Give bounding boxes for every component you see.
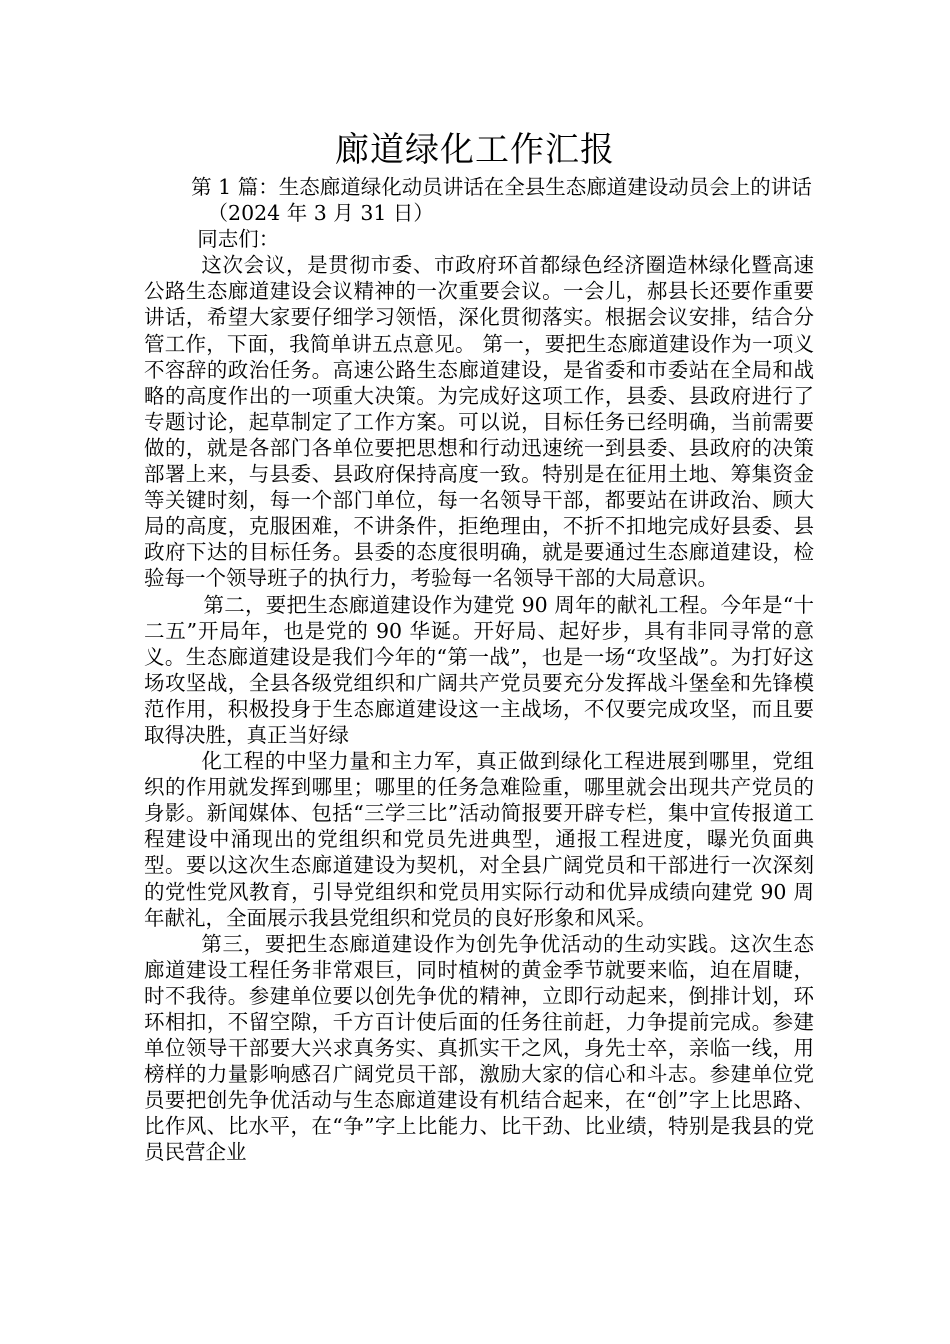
document-body: [144, 174, 814, 1166]
paragraph: 第二，要把生态廊道建设作为建党 90 周年的献礼工程。今年是“十二五”开局年，也是党的 90 华诞。开好局、起好步，具有非同寻常的意义。生态廊道建设是我们今年的“第一战”，也是一场“攻坚战”。为打好这场攻坚战，全县各级党组织和广阔共产党员要充分发挥战斗堡垒和先锋模范作用，积极投身于生态廊道建设这一主战场，不仅要完成攻坚，而且要取得决胜，真正当好绿: [144, 592, 814, 747]
salutation: 同志们：: [197, 227, 280, 252]
document-subtitle: 第 1 篇：生态廊道绿化动员讲话在全县生态廊道建设动员会上的讲话: [191, 175, 812, 199]
paragraph: 第三，要把生态廊道建设作为创先争优活动的生动实践。这次生态廊道建设工程任务非常艰巨，同时植树的黄金季节就要来临，迫在眉睫，时不我待。参建单位要以创先争优的精神，立即行动起来，倒排计划，环环相扣，不留空隙，千方百计使后面的任务往前赶，力争提前完成。参建单位领导干部要大兴求真务实、真抓实干之风，身先士卒，亲临一线，用榜样的力量影响感召广阔党员干部，激励大家的信心和斗志。参建单位党员要把创先争优活动与生态廊道建设有机结合起来，在“创”字上比思路、比作风、比水平，在“争”字上比能力、比干劲、比业绩，特别是我县的党员民营企业: [144, 931, 814, 1165]
paragraph: 这次会议，是贯彻市委、市政府环首都绿色经济圈造林绿化暨高速公路生态廊道建设会议精神的一次重要会议。一会儿，郝县长还要作重要讲话，希望大家要仔细学习领悟，深化贯彻落实。根据会议安排，结合分管工作，下面，我简单讲五点意见。 第一，要把生态廊道建设作为一项义不容辞的政治任务。高速公路生态廊道建设，是省委和市委站在全局和战略的高度作出的一项重大决策。为完成好这项工作，县委、县政府进行了专题讨论，起草制定了工作方案。可以说，目标任务已经明确，当前需要做的，就是各部门各单位要把思想和行动迅速统一到县委、县政府的决策部署上来，与县委、县政府保持高度一致。特别是在征用土地、筹集资金等关键时刻，每一个部门单位，每一名领导干部，都要站在讲政治、顾大局的高度，克服困难，不讲条件，拒绝理由，不折不扣地完成好县委、县政府下达的目标任务。县委的态度很明确，就是要通过生态廊道建设，检验每一个领导班子的执行力，考验每一名领导干部的大局意识。: [144, 253, 814, 591]
document-date: （2024 年 3 月 31 日）: [207, 201, 434, 226]
document-title: 廊道绿化工作汇报: [335, 130, 615, 170]
paragraph: 化工程的中坚力量和主力军，真正做到绿化工程进展到哪里，党组织的作用就发挥到哪里；哪里的任务急难险重，哪里就会出现共产党员的身影。新闻媒体、包括“三学三比”活动简报要开辟专栏，集中宣传报道工程建设中涌现出的党组织和党员先进典型，通报工程进度，曝光负面典型。要以这次生态廊道建设为契机，对全县广阔党员和干部进行一次深刻的党性党风教育，引导党组织和党员用实际行动和优异成绩向建党 90 周年献礼，全面展示我县党组织和党员的良好形象和风采。: [144, 749, 814, 930]
